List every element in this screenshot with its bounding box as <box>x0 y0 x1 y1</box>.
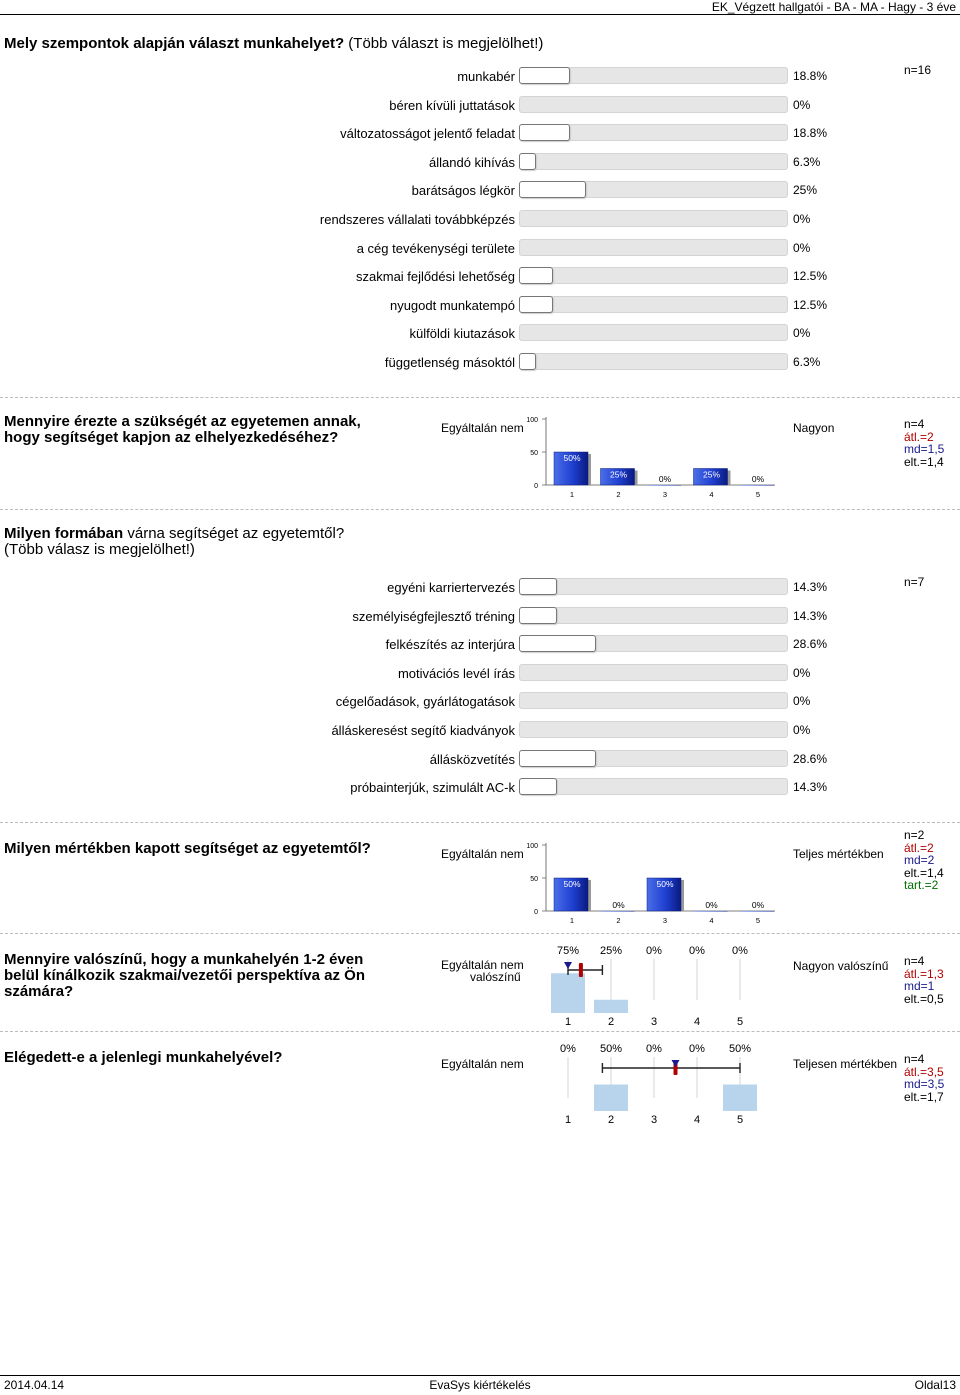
q2-bar-label: 0% <box>658 474 672 484</box>
q6-stat-avg: átl.=3,5 <box>904 1064 944 1079</box>
divider <box>0 1031 960 1032</box>
q4-bar-label: 0% <box>612 900 625 910</box>
q5-scale-left-label <box>441 959 524 983</box>
q1-option-percent: 12.5% <box>793 297 828 312</box>
divider <box>0 822 960 823</box>
q1-option-percent: 18.8% <box>793 69 828 83</box>
q2-bar <box>740 485 774 486</box>
q6-pct-label: 50% <box>728 1043 752 1055</box>
q1-option-bar-track <box>519 96 788 113</box>
q4-stat-md: md=2 <box>904 853 935 867</box>
q1-option-label: rendszeres vállalati továbbképzés <box>319 212 515 227</box>
q1-option-bar-fill <box>519 67 570 84</box>
q1-option-label: barátságos légkör <box>411 183 515 199</box>
q4-stat-dev: elt.=1,4 <box>904 865 944 880</box>
q1-option-bar-fill <box>519 267 553 284</box>
q1-option-bar-fill <box>519 296 553 313</box>
q1-option-percent: 25% <box>793 183 818 198</box>
q1-option-bar-track <box>519 267 788 284</box>
q2-x-category: 2 <box>616 490 621 499</box>
q3-option-bar-fill <box>519 607 557 624</box>
q3-option-bar-track <box>519 664 788 681</box>
footer-divider <box>0 1375 960 1376</box>
q4-bar <box>694 911 728 912</box>
q4-stat-tart: tart.=2 <box>904 878 939 892</box>
q4-ytick-label: 0 <box>534 909 538 916</box>
q5-x-category: 1 <box>564 1016 572 1028</box>
q2-scale-right-label: Nagyon <box>793 421 835 435</box>
q3-title-bold: Milyen formában <box>4 525 124 542</box>
q2-ytick-label: 50 <box>530 450 538 457</box>
q4-ytick-label: 100 <box>526 843 538 850</box>
q6-bar-chart <box>545 1038 765 1126</box>
q3-option-percent: 0% <box>793 723 811 737</box>
q2-bar <box>647 485 681 486</box>
q4-stat-n: n=2 <box>904 828 925 842</box>
q2-stat-n: n=4 <box>904 417 925 431</box>
q3-option-percent: 14.3% <box>793 580 828 594</box>
q4-x-category: 5 <box>755 916 761 925</box>
q1-option-percent: 18.8% <box>793 126 828 141</box>
q3-option-percent: 0% <box>793 694 811 709</box>
q2-stat-dev: elt.=1,4 <box>904 454 944 469</box>
q6-title: Elégedett-e a jelenlegi munkahelyével? <box>4 1049 283 1066</box>
q5-title-line2: belül kínálkozik szakmai/vezetői perspektíva az Ön <box>4 967 365 984</box>
footer-date: 2014.04.14 <box>4 1378 65 1392</box>
q3-option-bar-track <box>519 721 788 738</box>
q1-option-label: béren kívüli juttatások <box>389 97 515 113</box>
q5-mean-marker <box>579 963 583 977</box>
q1-option-label: változatosságot jelentő feladat <box>340 126 515 142</box>
q3-option-percent: 28.6% <box>793 637 828 652</box>
q4-x-category: 1 <box>569 916 575 925</box>
q5-stat-n: n=4 <box>904 954 925 968</box>
q2-x-category: 4 <box>709 490 714 499</box>
q2-stat-avg: átl.=2 <box>904 429 934 444</box>
q6-stat-md: md=3,5 <box>904 1077 945 1091</box>
q6-stat-n: n=4 <box>904 1052 925 1066</box>
q1-option-percent: 0% <box>793 326 811 341</box>
q1-option-label: szakmai fejlődési lehetőség <box>356 269 515 285</box>
q2-bar-label: 25% <box>609 469 628 480</box>
q1-note: (Több választ is megjelölhet!) <box>348 35 544 52</box>
q2-x-category: 1 <box>569 490 575 499</box>
q2-bar-label: 0% <box>751 474 765 484</box>
q1-option-label: a cég tevékenységi területe <box>356 240 515 256</box>
q2-bar-label: 25% <box>702 469 721 480</box>
q2-title-line2: hogy segítséget kapjon az elhelyezkedéséhez? <box>4 429 339 446</box>
q1-option-bar-track <box>519 324 788 341</box>
q4-stat-avg: átl.=2 <box>904 840 934 855</box>
divider <box>0 397 960 398</box>
q4-bar <box>601 911 635 912</box>
q2-scale-left-label: Egyáltalán nem <box>441 421 524 435</box>
q5-pct-label: 0% <box>732 945 748 957</box>
q6-pct-label: 50% <box>599 1043 623 1055</box>
q5-stat-avg: átl.=1,3 <box>904 966 944 981</box>
q4-bar-chart <box>520 836 790 928</box>
q4-x-category: 3 <box>662 916 668 925</box>
q5-left-line1: Egyáltalán nem <box>441 958 524 972</box>
q2-bar-label: 50% <box>563 453 581 463</box>
q3-option-label: álláskeresést segítő kiadványok <box>331 723 515 738</box>
q1-option-bar-track <box>519 239 788 256</box>
q3-option-bar-fill <box>519 578 557 595</box>
q1-option-bar-track <box>519 296 788 313</box>
q6-stats <box>904 1053 944 1103</box>
q5-bar <box>551 973 585 1013</box>
q1-option-label: munkabér <box>457 69 515 84</box>
q1-option-percent: 12.5% <box>793 269 828 284</box>
q1-option-label: függetlenség másoktól <box>384 355 515 370</box>
q2-x-category: 5 <box>755 490 761 499</box>
q4-stats <box>904 829 944 892</box>
q4-bar-label: 0% <box>751 900 765 910</box>
q3-option-label: egyéni karriertervezés <box>387 580 515 595</box>
document-header-title: EK_Végzett hallgatói - BA - MA - Hagy - 3 éve <box>711 0 956 14</box>
q2-ytick-label: 100 <box>526 417 538 424</box>
q5-pct-label: 0% <box>689 945 705 957</box>
divider <box>0 509 960 510</box>
q6-pct-label: 0% <box>689 1043 705 1055</box>
q1-option-bar-track <box>519 210 788 227</box>
q1-title <box>4 36 543 52</box>
q5-median-marker <box>564 962 572 969</box>
q3-option-bar-fill <box>519 750 596 767</box>
q1-option-bar-fill <box>519 124 570 141</box>
q6-scale-right-label: Teljesen mértékben <box>793 1057 898 1071</box>
q4-x-category: 2 <box>616 916 621 925</box>
q6-scale-left-label: Egyáltalán nem <box>441 1057 524 1071</box>
q5-scale-right-label: Nagyon valószínű <box>793 959 889 973</box>
q3-option-label: állásközvetítés <box>429 751 515 767</box>
q5-stat-dev: elt.=0,5 <box>904 991 944 1006</box>
q1-title-text: Mely szempontok alapján választ munkahelyet? <box>4 35 345 52</box>
q5-pct-label: 0% <box>646 945 662 957</box>
q6-median-marker <box>672 1060 680 1067</box>
q5-stat-md: md=1 <box>904 979 935 993</box>
q4-title: Milyen mértékben kapott segítséget az egyetemtől? <box>4 840 371 857</box>
q5-x-category: 3 <box>650 1016 658 1028</box>
q2-bar-chart <box>520 410 790 502</box>
q5-left-line2: valószínű <box>470 970 521 984</box>
q4-bar-label: 50% <box>656 879 674 889</box>
q3-option-bar-track <box>519 778 788 795</box>
q5-pct-label: 75% <box>556 945 580 957</box>
q3-option-bar-fill <box>519 778 557 795</box>
q3-option-bar-track <box>519 607 788 624</box>
q3-option-percent: 28.6% <box>793 751 828 766</box>
header-divider <box>0 14 960 15</box>
q3-option-percent: 0% <box>793 665 811 680</box>
q5-title <box>4 952 365 1000</box>
q2-stats <box>904 418 944 468</box>
q2-title-line1: Mennyire érezte a szükségét az egyetemen annak, <box>4 413 361 430</box>
q6-x-category: 3 <box>650 1114 658 1126</box>
q2-x-category: 3 <box>662 490 668 499</box>
q1-option-bar-track <box>519 153 788 170</box>
q3-title-rest: várna segítséget az egyetemtől? <box>127 525 345 542</box>
q4-bar-label: 50% <box>563 879 581 889</box>
q5-x-category: 4 <box>693 1016 701 1028</box>
q6-stat-dev: elt.=1,7 <box>904 1089 944 1104</box>
q5-title-line1: Mennyire valószínű, hogy a munkahelyén 1-2 éven <box>4 951 364 968</box>
q4-scale-left-label: Egyáltalán nem <box>441 847 524 861</box>
q4-ytick-label: 50 <box>530 876 538 883</box>
footer-center: EvaSys kiértékelés <box>429 1378 531 1392</box>
q3-option-percent: 14.3% <box>793 608 828 623</box>
q2-title <box>4 414 361 446</box>
q3-option-label: felkészítés az interjúra <box>385 637 515 653</box>
q5-stats <box>904 955 944 1005</box>
q4-bar-label: 0% <box>705 900 718 910</box>
q3-option-bar-fill <box>519 635 596 652</box>
footer-page: Oldal13 <box>914 1378 956 1392</box>
q1-option-percent: 0% <box>793 212 811 226</box>
q4-x-category: 4 <box>709 916 714 925</box>
q3-option-bar-track <box>519 578 788 595</box>
q1-option-label: állandó kihívás <box>429 154 515 170</box>
q1-option-percent: 0% <box>793 97 811 112</box>
q6-x-category: 1 <box>564 1114 572 1126</box>
q1-option-bar-track <box>519 353 788 370</box>
q3-option-label: cégelőadások, gyárlátogatások <box>335 694 515 710</box>
q3-option-percent: 14.3% <box>793 780 828 795</box>
q3-note: (Több válasz is megjelölhet!) <box>4 541 195 558</box>
q3-option-label: motivációs levél írás <box>397 665 515 681</box>
q5-pct-label: 25% <box>599 945 623 957</box>
q3-option-bar-track <box>519 692 788 709</box>
q6-x-category: 5 <box>736 1114 744 1126</box>
q1-option-label: nyugodt munkatempó <box>389 297 515 313</box>
q5-bar <box>594 1000 628 1013</box>
q6-x-category: 2 <box>607 1114 615 1126</box>
divider <box>0 933 960 934</box>
q1-option-percent: 0% <box>793 240 811 255</box>
q5-bar-chart <box>545 940 765 1028</box>
q3-option-label: próbainterjúk, szimulált AC-k <box>350 780 515 796</box>
q6-bar <box>594 1085 628 1112</box>
q3-title <box>4 526 344 558</box>
q1-option-percent: 6.3% <box>793 355 821 369</box>
q1-option-bar-fill <box>519 353 536 370</box>
q5-x-category: 5 <box>736 1016 744 1028</box>
q3-option-label: személyiségfejlesztő tréning <box>352 608 515 624</box>
q1-option-label: külföldi kiutazások <box>409 326 515 342</box>
q6-pct-label: 0% <box>560 1043 576 1055</box>
q4-bar <box>740 911 774 912</box>
q6-bar <box>723 1085 757 1112</box>
q6-x-category: 4 <box>693 1114 701 1126</box>
q2-ytick-label: 0 <box>534 483 538 490</box>
q5-x-category: 2 <box>607 1016 615 1028</box>
q1-option-percent: 6.3% <box>793 154 821 169</box>
q6-pct-label: 0% <box>646 1043 662 1055</box>
q3-n-count: n=7 <box>904 575 925 589</box>
q1-n-count: n=16 <box>904 63 932 77</box>
q1-option-bar-fill <box>519 181 586 198</box>
q5-title-line3: számára? <box>4 983 74 1000</box>
q4-scale-right-label: Teljes mértékben <box>793 847 884 861</box>
q1-option-bar-fill <box>519 153 536 170</box>
q2-stat-md: md=1,5 <box>904 442 945 456</box>
